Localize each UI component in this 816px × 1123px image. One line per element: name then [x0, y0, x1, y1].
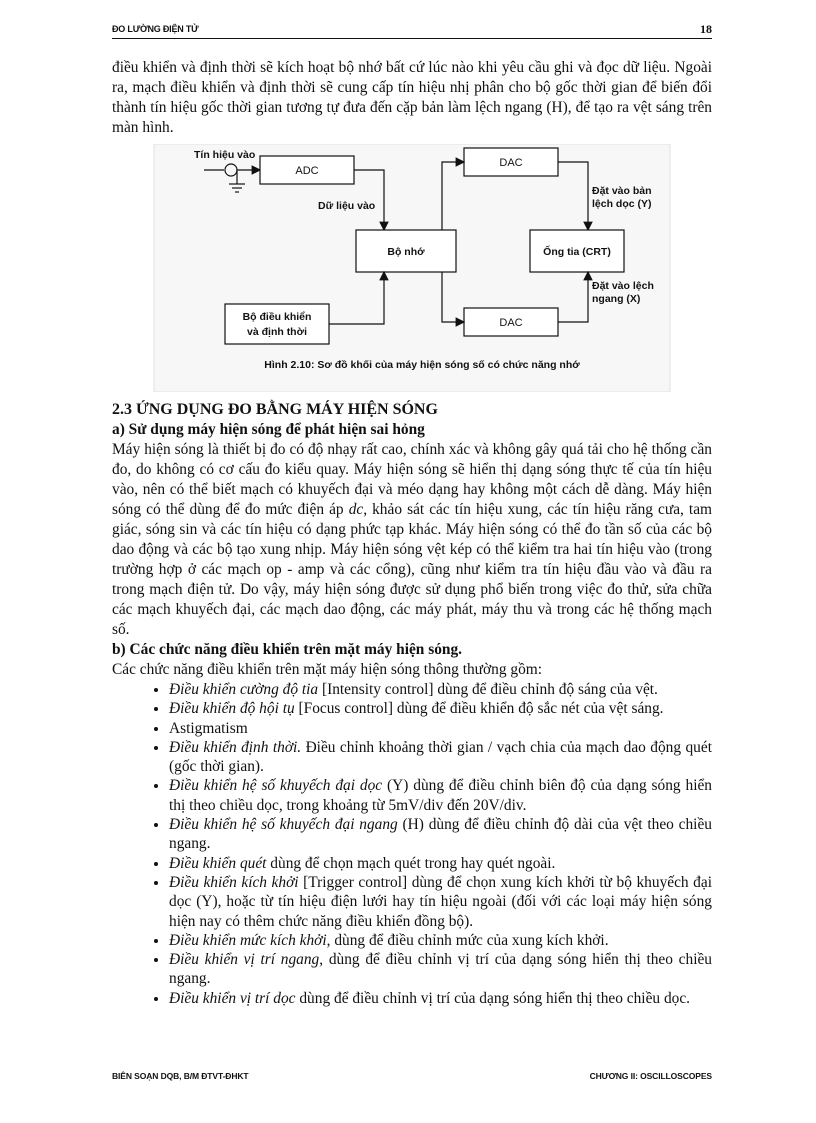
list-item-italic: Điều khiển kích khởi: [169, 873, 299, 891]
list-item-italic: Điều khiển hệ số khuyếch đại ngang: [169, 816, 398, 834]
block-diagram: [112, 144, 712, 392]
list-item-text: Astigmatism: [169, 719, 248, 737]
subsection-a-heading: a) Sử dụng máy hiện sóng để phát hiện sai hỏng: [112, 421, 425, 438]
list-item-text: [Focus control] dùng để điều khiển độ sắc nét của vệt sáng.: [294, 700, 664, 718]
list-item: [169, 873, 712, 931]
list-item: [169, 680, 712, 699]
list-item-text: (Y) dùng để điều chỉnh biên độ của dạng sóng hiển thị theo chiều dọc, trong khoảng từ 5mV/div đến 20V/div.: [169, 777, 712, 814]
list-item-text: [Intensity control] dùng để điều chỉnh độ sáng của vệt.: [318, 681, 658, 698]
header-title: ĐO LƯỜNG ĐIỆN TỬ: [112, 24, 199, 34]
list-item: [169, 931, 712, 950]
list-item-text: Điều chỉnh khoảng thời gian / vạch chia của mạch dao động quét (gốc thời gian).: [169, 738, 712, 776]
list-item-text: , dùng để điều chỉnh vị trí của dạng sóng hiển thị theo chiều ngang.: [169, 951, 713, 988]
list-item: [169, 719, 712, 738]
memory-label: Bộ nhớ: [387, 246, 425, 258]
list-item-italic: Điều khiển vị trí ngang: [169, 951, 320, 969]
paragraph-a: [112, 440, 712, 640]
data-in-label: Dữ liệu vào: [318, 200, 376, 212]
list-item: [169, 950, 712, 989]
list-item: [169, 699, 712, 718]
list-item: [169, 776, 712, 815]
input-label: Tín hiệu vào: [194, 149, 256, 161]
subsection-b-heading: b) Các chức năng điều khiển trên mặt máy hiện sóng.: [112, 641, 462, 658]
footer-author: BIÊN SOẠN DQB, B/M ĐTVT-ĐHKT: [112, 1071, 249, 1081]
list-item-text: dùng để chọn mạch quét trong hay quét ngoài.: [266, 854, 556, 872]
adc-label: ADC: [295, 165, 319, 177]
dac-top-label: DAC: [499, 157, 523, 169]
horizontal-label-line2: ngang (X): [592, 293, 641, 305]
control-functions-list: [112, 680, 712, 1008]
horizontal-label-line1: Đặt vào lệch: [592, 280, 654, 292]
list-item-italic: Điều khiển quét: [169, 854, 267, 872]
list-item-text: [Trigger control] dùng để chọn xung kích khởi từ bộ khuyếch đại dọc (Y), hoặc từ tín hiệu điện lưới hay tín hiệu ngoài (đối với các loại máy hiện sóng hiện nay có thêm chức năng điều khiển đồng bộ).: [169, 873, 712, 930]
paragraph-a-part2: , khảo sát các tín hiệu xung, các tín hiệu răng cưa, tam giác, sóng sin và các tín hiệu có dạng phức tạp khác. Máy hiện sóng có thể đo tần số của các bộ dao động và các bộ tạo xung nhịp. Máy hiện sóng vệt kép có thể kiểm tra hai tín hiệu vào (trong trường hợp ở các mạch op - amp và các cổng), cũng như kiểm tra tín hiệu đầu vào và đầu ra trong mạch điện tử. Do vậy, máy hiện sóng được sử dụng phổ biến trong việc đo thử, sửa chữa các mạch khuyếch đại, các mạch dao động, các máy phát, máy thu và trong các hệ thống mạch số.: [112, 501, 713, 638]
block-diagram-figure: [112, 144, 712, 392]
intro-paragraph: điều khiển và định thời sẽ kích hoạt bộ nhớ bất cứ lúc nào khi yêu cầu ghi và đọc dữ liệu. Ngoài ra, mạch điều khiển và định thời sẽ cung cấp tín hiệu nhị phân cho bộ gốc thời gian để biến đổi thành tín hiệu gốc thời gian tương tự đưa đến cặp bản làm lệch ngang (H), để tạo ra vệt sáng trên màn hình.: [112, 59, 712, 136]
list-item-text: (H) dùng để điều chỉnh độ dài của vệt theo chiều ngang.: [169, 816, 712, 853]
list-item-text: , dùng để điều chỉnh mức của xung kích khởi.: [326, 931, 609, 949]
paragraph-a-dc: dc: [348, 501, 364, 518]
list-item-italic: Điều khiển hệ số khuyếch đại dọc: [169, 777, 383, 795]
list-item: [169, 738, 712, 777]
paragraph-b-intro: Các chức năng điều khiển trên mặt máy hiện sóng thông thường gồm:: [112, 661, 543, 678]
list-item-text: dùng để điều chỉnh vị trí của dạng sóng hiển thị theo chiều dọc.: [295, 989, 691, 1007]
vertical-label-line1: Đặt vào bản: [592, 185, 652, 197]
controller-label-line2: và định thời: [247, 326, 307, 338]
list-item-italic: Điều khiển mức kích khởi: [169, 931, 327, 949]
controller-label-line1: Bộ điều khiển: [242, 311, 312, 323]
list-item-italic: Điều khiển định thời.: [169, 738, 302, 756]
figure-caption: Hình 2.10: Sơ đồ khối của máy hiện sóng số có chức năng nhớ: [264, 359, 580, 371]
page-number: 18: [700, 22, 712, 36]
page-header: [112, 22, 712, 39]
list-item-italic: Điều khiển cường độ tia: [169, 681, 319, 698]
vertical-label-line2: lệch dọc (Y): [592, 198, 652, 210]
controller-block: [225, 304, 329, 344]
list-item-italic: Điều khiển độ hội tụ: [169, 700, 295, 718]
footer-chapter: CHƯƠNG II: OSCILLOSCOPES: [589, 1071, 712, 1081]
dac-bottom-label: DAC: [499, 317, 523, 329]
list-item: [169, 815, 712, 854]
page-content: [112, 58, 712, 1008]
paragraph-a-part1: Máy hiện sóng là thiết bị đo có độ nhạy rất cao, chính xác và không gây quá tải cho hệ thống cần đo, do không có cơ cấu đo kiểu quay. Máy hiện sóng sẽ hiển thị dạng sóng thực tế của tín hiệu vào, nên có thể biết mạch có khuyếch đại và méo dạng hay không một cách dễ dàng. Máy hiện sóng có thể dùng để đo mức điện áp: [112, 441, 712, 518]
list-item-italic: Điều khiển vị trí dọc: [169, 989, 296, 1007]
list-item: [169, 989, 712, 1008]
list-item: [169, 854, 712, 873]
crt-label: Ống tia (CRT): [543, 246, 611, 258]
section-heading: 2.3 ỨNG DỤNG ĐO BẰNG MÁY HIỆN SÓNG: [112, 401, 438, 418]
